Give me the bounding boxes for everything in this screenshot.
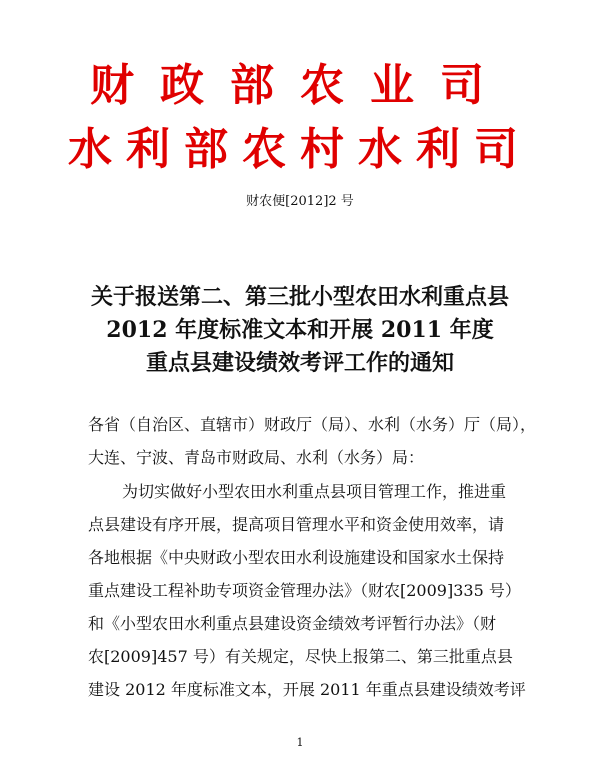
addressee-line: 大连、宁波、青岛市财政局、水利（水务）局： (88, 448, 425, 467)
document-number: 财农便[2012]2 号 (246, 194, 354, 209)
body-paragraph-line: 建设 2012 年度标准文本，开展 2011 年重点县建设绩效考评 (88, 680, 526, 699)
notice-title-line: 关于报送第二、第三批小型农田水利重点县 (90, 284, 509, 310)
issuer-header-water: 水利部农村水利司 (68, 124, 532, 175)
body-paragraph-line: 和《小型农田水利重点县建设资金绩效考评暂行办法》（财 (88, 614, 497, 633)
page-number: 1 (296, 736, 304, 749)
body-paragraph-line: 重点建设工程补助专项资金管理办法》（财农[2009]335 号） (88, 581, 521, 600)
body-paragraph-line: 为切实做好小型农田水利重点县项目管理工作，推进重 (122, 482, 507, 501)
body-paragraph-line: 点县建设有序开展，提高项目管理水平和资金使用效率，请 (88, 515, 505, 534)
body-paragraph-line: 农[2009]457 号）有关规定，尽快上报第二、第三批重点县 (88, 647, 513, 666)
issuer-header-finance: 财政部农业司 (90, 60, 510, 111)
addressee-line: 各省（自治区、直辖市）财政厅（局）、水利（水务）厅（局）， (88, 415, 537, 434)
notice-title-line: 2012 年度标准文本和开展 2011 年度 (106, 317, 494, 343)
notice-title-line: 重点县建设绩效考评工作的通知 (145, 350, 454, 376)
body-paragraph-line: 各地根据《中央财政小型农田水利设施建设和国家水土保持 (88, 548, 505, 567)
